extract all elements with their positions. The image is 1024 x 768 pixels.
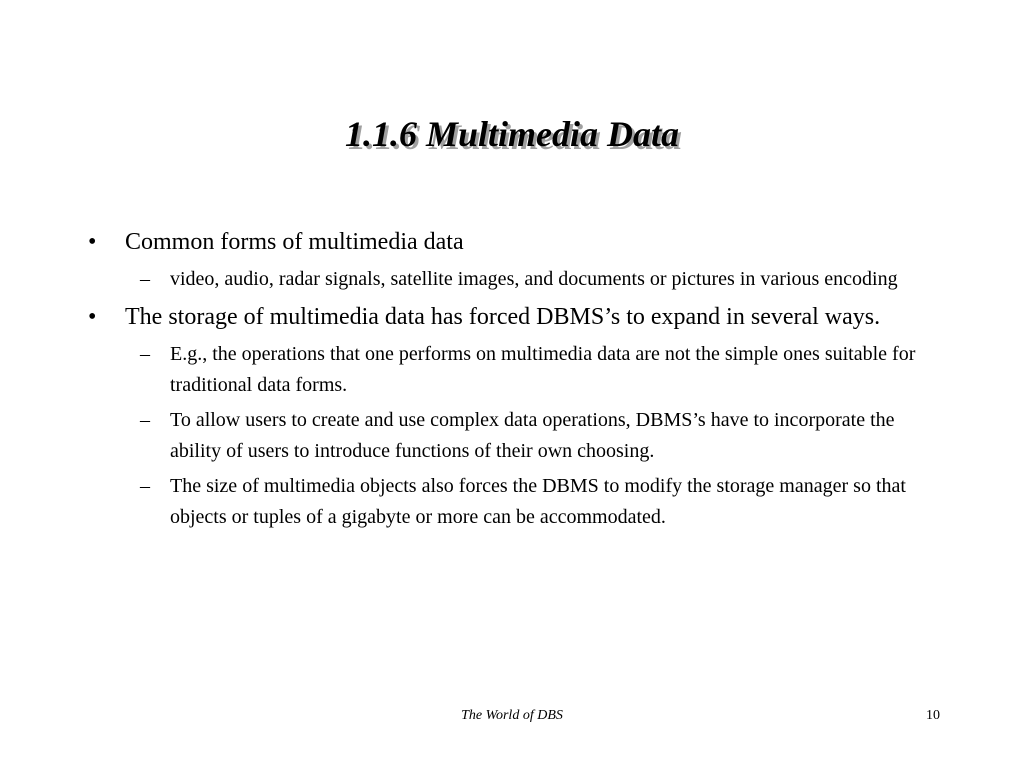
sub-bullet-item: [84, 471, 944, 533]
slide-content: [84, 226, 944, 539]
sub-bullet-marker: –: [140, 475, 150, 497]
sub-bullet-list: [84, 339, 944, 533]
bullet-text: Common forms of multimedia data: [125, 229, 464, 255]
sub-bullet-marker: –: [140, 343, 150, 365]
sub-bullet-text: video, audio, radar signals, satellite images, and documents or pictures in various encoding: [170, 268, 898, 290]
sub-bullet-list: [84, 264, 944, 295]
sub-bullet-text: E.g., the operations that one performs on multimedia data are not the simple ones suitable for traditional data forms.: [170, 343, 916, 396]
slide-title: 1.1.6 Multimedia Data: [344, 114, 680, 154]
sub-bullet-item: [84, 405, 944, 467]
bullet-marker: •: [88, 304, 97, 330]
sub-bullet-text: The size of multimedia objects also forces the DBMS to modify the storage manager so that objects or tuples of a gigabyte or more can be accommodated.: [170, 475, 906, 528]
bullet-text: The storage of multimedia data has forced DBMS’s to expand in several ways.: [125, 304, 881, 330]
bullet-marker: •: [88, 229, 97, 255]
sub-bullet-marker: –: [140, 268, 150, 290]
sub-bullet-item: [84, 339, 944, 401]
bullet-item: [84, 226, 944, 258]
bullet-item: [84, 301, 944, 333]
page-number: 10: [926, 708, 940, 723]
sub-bullet-item: [84, 264, 944, 295]
sub-bullet-marker: –: [140, 409, 150, 431]
sub-bullet-text: To allow users to create and use complex data operations, DBMS’s have to incorporate the ability of users to introduce functions of their own choosing.: [170, 409, 895, 462]
footer-title: The World of DBS: [461, 708, 563, 723]
